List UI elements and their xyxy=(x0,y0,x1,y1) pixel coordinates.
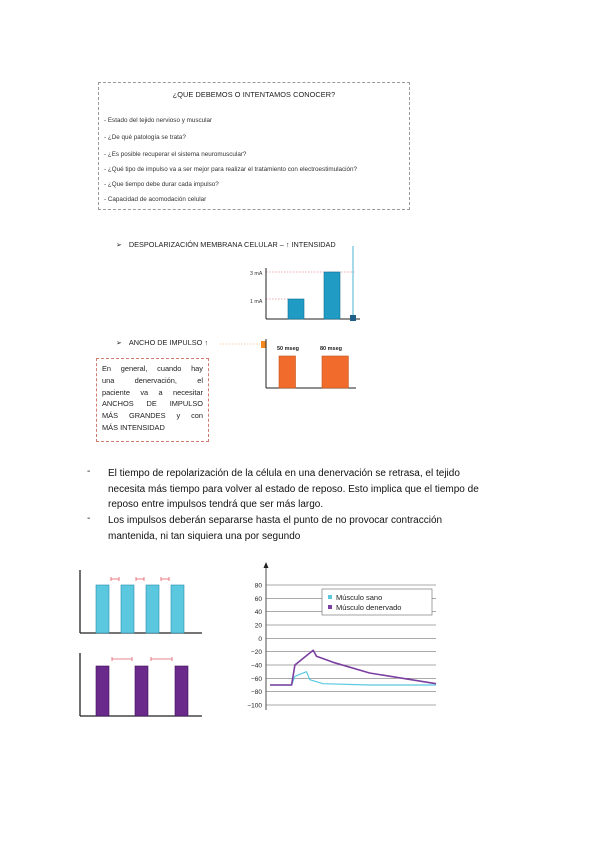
mp-y-axis-arrow xyxy=(264,562,269,568)
healthy-pulse xyxy=(146,585,159,633)
questions-box xyxy=(98,82,410,210)
width-heading xyxy=(116,338,208,347)
intensity-bar-3ma xyxy=(324,272,340,319)
intensity-bar-1ma xyxy=(288,299,304,319)
mp-legend-label: Músculo denervado xyxy=(336,603,402,612)
mp-legend-label: Músculo sano xyxy=(336,593,383,602)
pulse-width-chart xyxy=(212,332,362,394)
note-line: En general, cuando hay xyxy=(102,364,203,373)
note-line: paciente va a necesitar xyxy=(102,387,203,397)
paragraph-line: necesita más tiempo para volver al estado de reposo. Esto implica que el tiempo de xyxy=(108,483,479,495)
mp-tick-label: 20 xyxy=(254,622,262,630)
mp-tick-label: 0 xyxy=(258,635,262,643)
pulse-trains xyxy=(76,570,206,722)
note-line: una denervación, el xyxy=(102,375,203,385)
note-line: ANCHOS DE IMPULSO xyxy=(102,399,203,409)
mp-series xyxy=(270,650,436,685)
mp-tick-label: −40 xyxy=(250,662,262,670)
denervated-pulses xyxy=(96,666,188,716)
width-bar-50 xyxy=(279,356,296,388)
intensity-chart xyxy=(230,246,370,326)
mp-ticks xyxy=(247,583,262,710)
width-label-50: 50 mseg xyxy=(277,346,300,352)
question-item: - ¿Que tiempo debe durar cada impulso? xyxy=(104,181,219,188)
denervated-intervals xyxy=(112,657,172,661)
mp-tick-label: −100 xyxy=(247,702,262,710)
denervated-pulse xyxy=(135,666,148,716)
question-item: - ¿Es posible recuperar el sistema neuromuscular? xyxy=(104,151,247,158)
healthy-pulses xyxy=(96,585,184,633)
healthy-intervals xyxy=(111,577,169,581)
mp-tick-label: 60 xyxy=(254,595,262,603)
paragraph-line: reposo entre impulsos tendrá que ser más largo. xyxy=(108,499,324,511)
mp-tick-label: 40 xyxy=(254,609,262,617)
mp-legend-swatch-healthy xyxy=(328,595,332,599)
questions-title: ¿QUE DEBEMOS O INTENTAMOS CONOCER? xyxy=(172,90,336,99)
paragraph-bullet-1 xyxy=(108,466,528,513)
question-item: - ¿Qué tipo de impulso va a ser mejor para realizar el tratamiento con electroestimulación? xyxy=(104,166,358,173)
width-label-80: 80 mseg xyxy=(320,346,343,352)
mp-tick-label: 80 xyxy=(254,582,262,590)
mp-tick-label: −20 xyxy=(250,649,262,657)
paragraph-bullet-2 xyxy=(108,513,528,544)
denervated-pulse xyxy=(96,666,109,716)
paragraph-line: El tiempo de repolarización de la célula en una denervación se retrasa, el tejido xyxy=(108,468,460,479)
intensity-tick-label: 1 mA xyxy=(250,299,263,305)
mp-legend-swatch-denervated xyxy=(328,605,332,609)
arrow-bullet-icon: ➢ xyxy=(116,340,122,347)
mp-tick-label: −60 xyxy=(250,675,262,683)
width-marker xyxy=(261,341,266,348)
paragraph-line: mantenida, ni tan siquiera una por segundo xyxy=(108,530,301,542)
denervated-pulse xyxy=(175,666,188,716)
dash-bullet: - xyxy=(87,513,91,524)
question-item: - ¿De qué patología se trata? xyxy=(104,134,186,141)
question-item: - Capacidad de acomodación celular xyxy=(104,196,207,203)
width-bar-80 xyxy=(322,356,348,388)
note-box xyxy=(96,358,209,442)
healthy-pulse xyxy=(121,585,134,633)
question-item: - Estado del tejido nervioso y muscular xyxy=(104,117,213,124)
depol-heading-text: DESPOLARIZACIÓN MEMBRANA CELULAR – ↑ INTENSIDAD xyxy=(128,240,336,249)
width-heading-text: ANCHO DE IMPULSO ↑ xyxy=(128,338,208,347)
mp-series-line xyxy=(270,650,436,685)
healthy-pulse xyxy=(171,585,184,633)
paragraph-line: Los impulsos deberán separarse hasta el punto de no provocar contracción xyxy=(108,515,443,526)
membrane-potential-chart xyxy=(240,560,440,720)
dash-bullet: - xyxy=(87,466,91,477)
healthy-pulse xyxy=(96,585,109,633)
intensity-tick-label: 3 mA xyxy=(250,271,263,277)
intensity-marker xyxy=(350,315,356,321)
note-line: MÁS INTENSIDAD xyxy=(102,422,165,432)
note-line: MÁS GRANDES y con xyxy=(102,411,203,421)
mp-tick-label: −80 xyxy=(250,689,262,697)
arrow-bullet-icon: ➢ xyxy=(116,242,122,249)
